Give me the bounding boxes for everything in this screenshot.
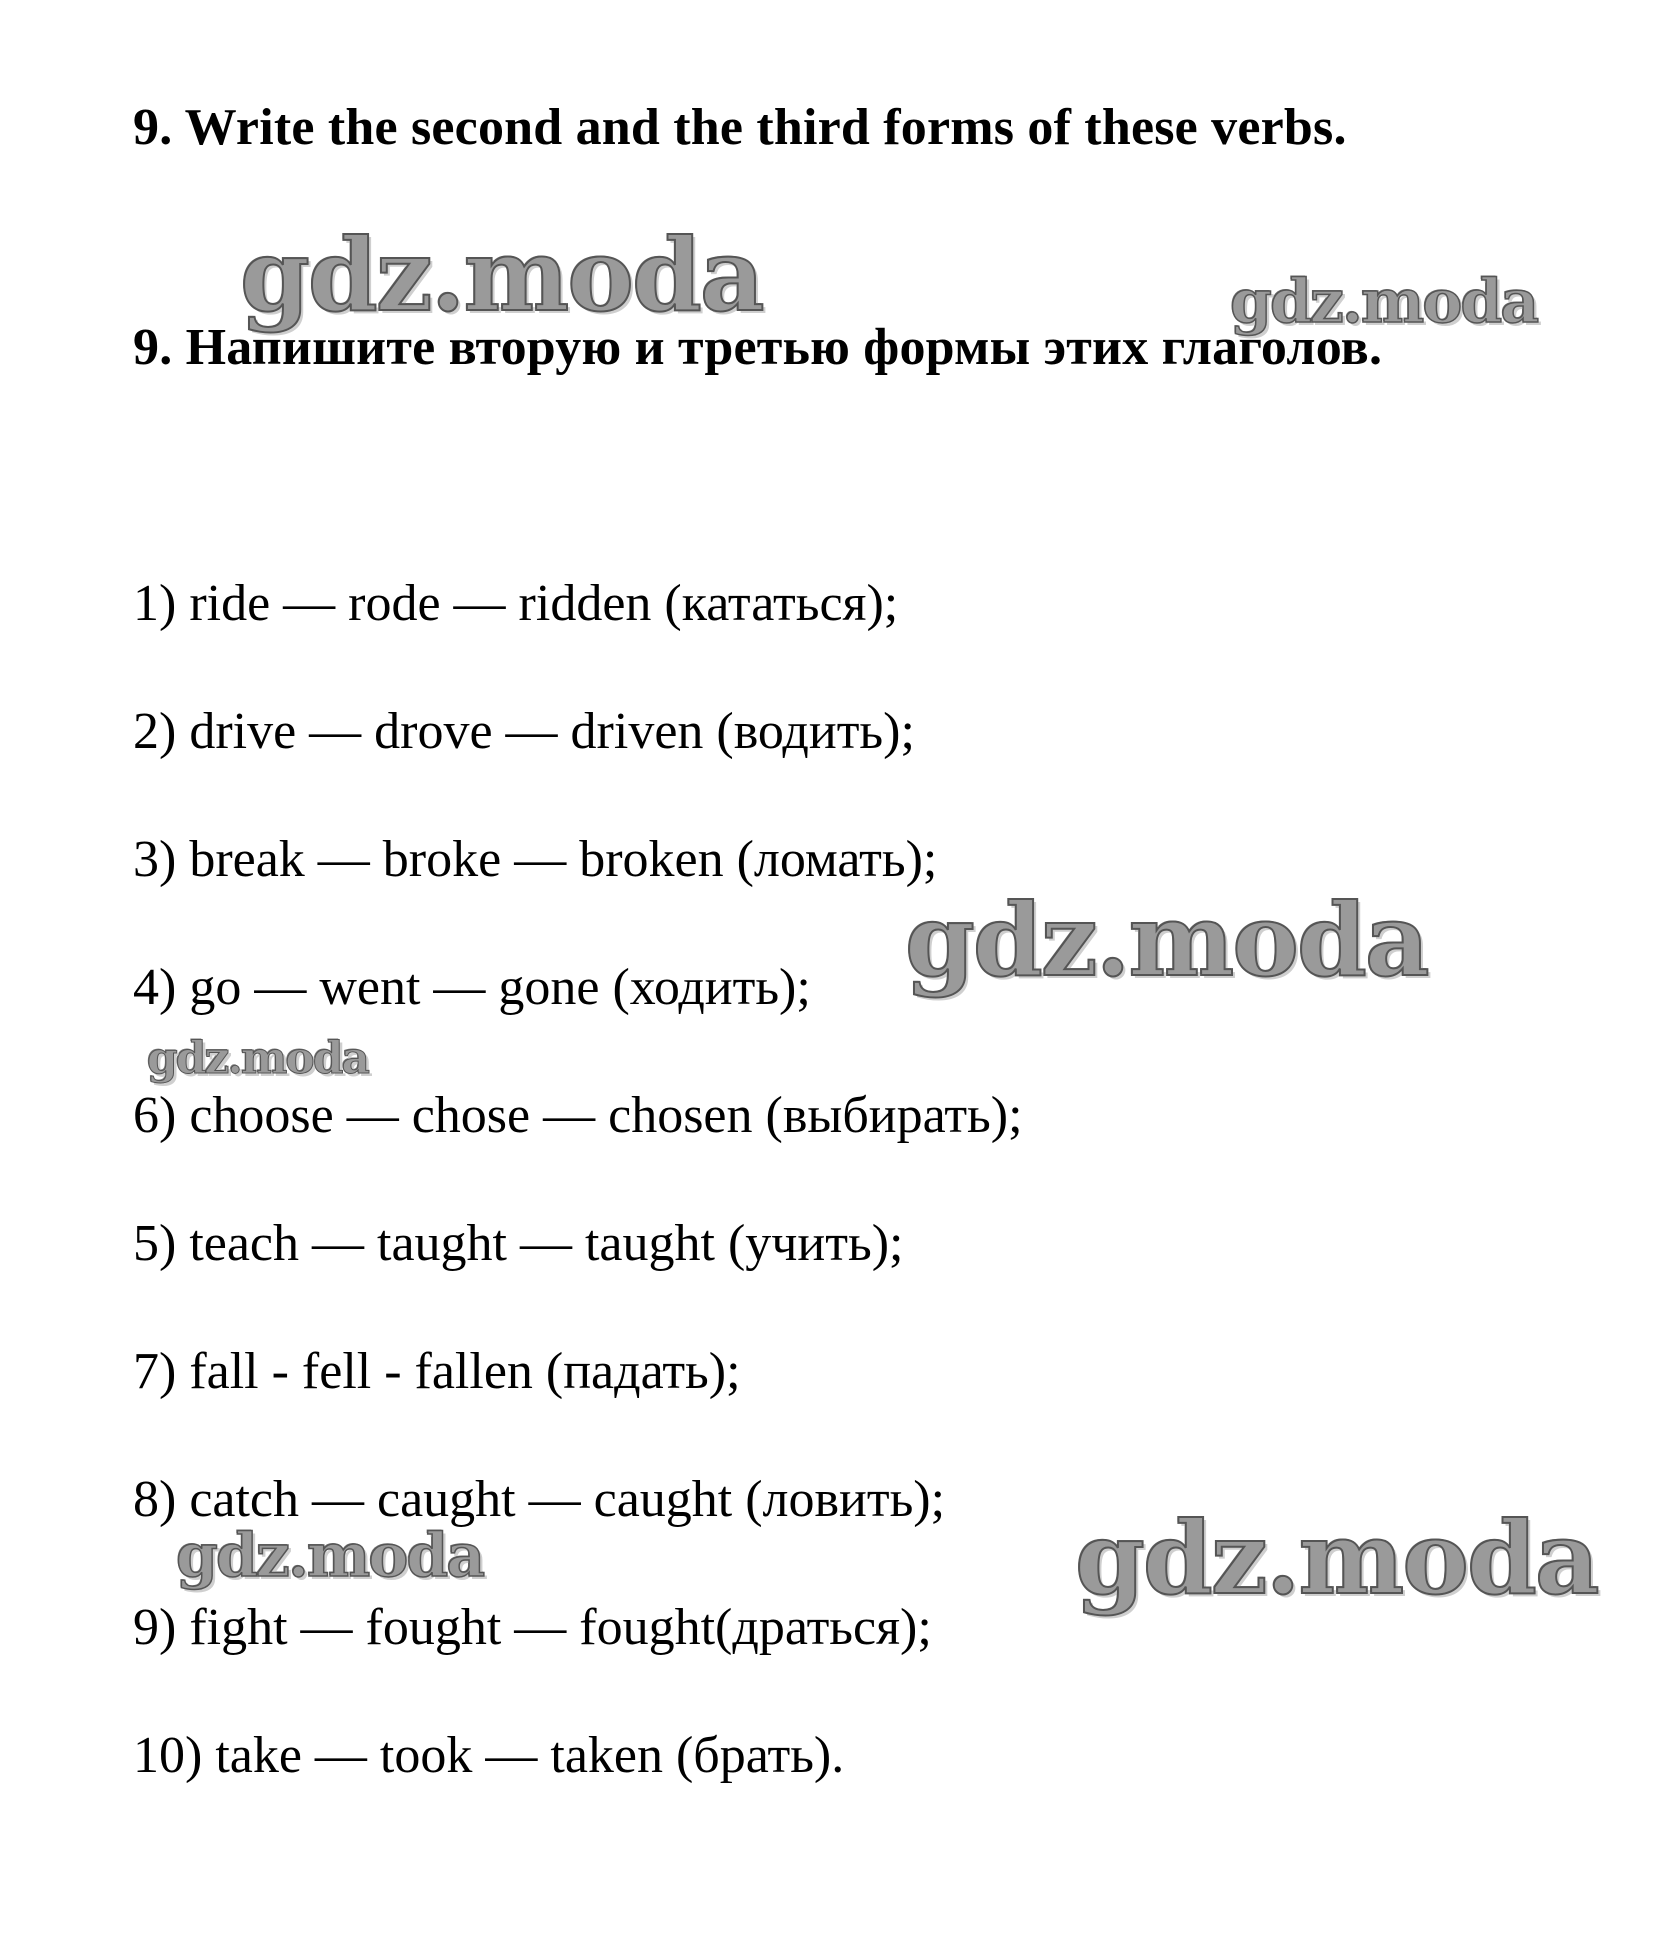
answer-line-7: 7) fall - fell - fallen (падать); [133, 1343, 741, 1400]
answer-line-5: 6) choose — chose — chosen (выбирать); [133, 1087, 1023, 1144]
answer-line-8: 8) catch — caught — caught (ловить); [133, 1471, 946, 1528]
watermark-logo: gdz.moda [176, 1521, 484, 1591]
watermark-logo: gdz.moda [1075, 1499, 1598, 1617]
watermark-logo: gdz.moda [240, 216, 763, 334]
answer-line-4: 4) go — went — gone (ходить); [133, 959, 811, 1016]
answer-line-2: 2) drive — drove — driven (водить); [133, 703, 915, 760]
answer-line-1: 1) ride — rode — ridden (кататься); [133, 575, 899, 632]
answer-line-6: 5) teach — taught — taught (учить); [133, 1215, 904, 1272]
task-heading-russian: 9. Напишите вторую и третью формы этих глаголов. [133, 319, 1383, 376]
task-heading-english: 9. Write the second and the third forms of these verbs. [133, 99, 1347, 156]
answer-line-10: 10) take — took — taken (брать). [133, 1727, 845, 1784]
watermark-logo: gdz.moda [147, 1033, 369, 1084]
watermark-logo: gdz.moda [1230, 267, 1538, 337]
watermark-logo: gdz.moda [905, 881, 1428, 999]
answer-line-3: 3) break — broke — broken (ломать); [133, 831, 938, 888]
answer-line-9: 9) fight — fought — fought(драться); [133, 1599, 932, 1656]
